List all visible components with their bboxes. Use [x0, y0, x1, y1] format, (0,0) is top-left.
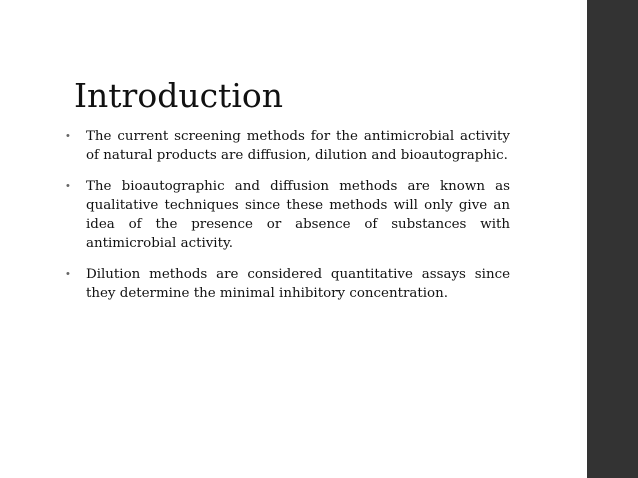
bullet-item-3	[66, 265, 510, 303]
slide-title: Introduction	[74, 76, 283, 115]
bullet-item-1	[66, 127, 510, 165]
bullet-text-2: The bioautographic and diffusion methods are known as qualitative techniques since these methods will only give an idea of the presence or absence of substances with antimicrobial activity.	[86, 179, 510, 251]
bullet-marker-icon: •	[66, 130, 70, 142]
bullet-list	[66, 127, 510, 315]
bullet-text-1: The current screening methods for the antimicrobial activity of natural products are diffusion, dilution and bioautographic.	[86, 129, 510, 163]
bullet-marker-icon: •	[66, 268, 70, 280]
bullet-text-3: Dilution methods are considered quantitative assays since they determine the minimal inhibitory concentration.	[86, 267, 510, 301]
bullet-item-2	[66, 177, 510, 253]
side-accent-bar	[587, 0, 638, 478]
bullet-marker-icon: •	[66, 180, 70, 192]
